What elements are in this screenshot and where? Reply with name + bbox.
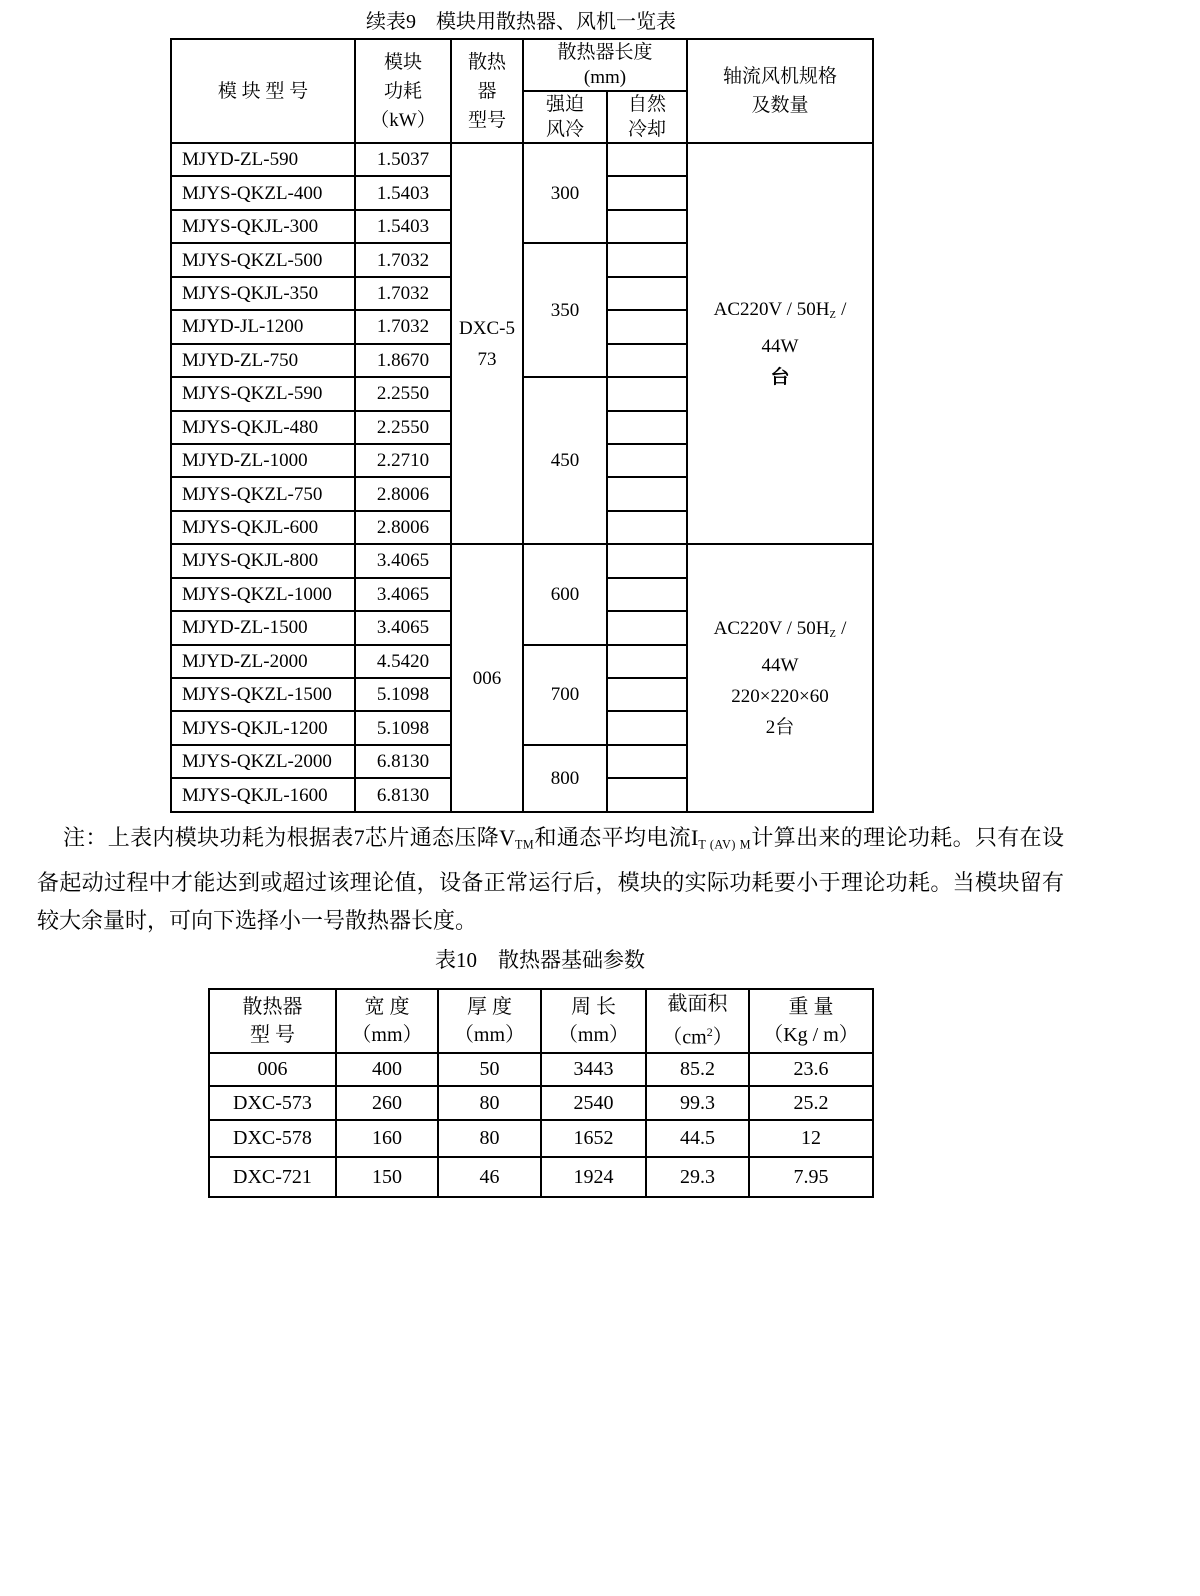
module-power-cell: 1.8670 — [355, 344, 451, 377]
header-cross-section: 截面积 $(cm^2)$ — [646, 989, 749, 1053]
thickness-cell: 80 — [438, 1120, 541, 1157]
natural-cooling-length-cell — [607, 477, 687, 510]
natural-cooling-length-cell — [607, 310, 687, 343]
header-module-model: 模 块 型 号 — [171, 39, 355, 143]
heatsink-model-cell: 006 — [451, 544, 523, 812]
table10-row — [209, 1053, 873, 1086]
header-forced-air-cooling: 强迫 风冷 — [523, 91, 607, 143]
heatsink-model-cell: DXC-573 — [209, 1086, 336, 1120]
thickness-cell: 50 — [438, 1053, 541, 1086]
module-model-cell: MJYS-QKJL-1200 — [171, 711, 355, 744]
module-power-cell: 6.8130 — [355, 745, 451, 778]
module-model-cell: MJYS-QKJL-800 — [171, 544, 355, 577]
heatsink-model-cell: DXC-5 73 — [451, 143, 523, 544]
table9-body — [171, 143, 873, 812]
module-power-cell: 1.5403 — [355, 210, 451, 243]
module-power-cell: 4.5420 — [355, 645, 451, 678]
natural-cooling-length-cell — [607, 611, 687, 644]
weight-cell: 7.95 — [749, 1157, 873, 1197]
perimeter-cell: 1924 — [541, 1157, 646, 1197]
module-model-cell: MJYD-ZL-590 — [171, 143, 355, 176]
forced-air-length-cell: 450 — [523, 377, 607, 544]
module-power-cell: 2.2550 — [355, 411, 451, 444]
weight-cell: 12 — [749, 1120, 873, 1157]
header-heatsink-model: 散热 器 型号 — [451, 39, 523, 143]
header-thickness: 厚 度 （mm） — [438, 989, 541, 1053]
natural-cooling-length-cell — [607, 544, 687, 577]
table10-title: 表10 散热器基础参数 — [435, 948, 645, 972]
note-line: 备起动过程中才能达到或超过该理论值，设备正常运行后，模块的实际功耗要小于理论功耗。当模块留有 — [37, 870, 1064, 896]
module-power-cell: 1.5037 — [355, 143, 451, 176]
heatsink-model-cell: 006 — [209, 1053, 336, 1086]
module-model-cell: MJYD-ZL-1500 — [171, 611, 355, 644]
forced-air-length-cell: 350 — [523, 243, 607, 377]
header-width: 宽 度 （mm） — [336, 989, 438, 1053]
natural-cooling-length-cell — [607, 344, 687, 377]
width-cell: 150 — [336, 1157, 438, 1197]
module-power-cell: 2.8006 — [355, 511, 451, 544]
table10-row — [209, 1086, 873, 1120]
cross-section-cell: 85.2 — [646, 1053, 749, 1086]
note-line: 较大余量时，可向下选择小一号散热器长度。 — [37, 907, 478, 933]
module-model-cell: MJYS-QKJL-600 — [171, 511, 355, 544]
forced-air-length-cell: 600 — [523, 544, 607, 644]
module-power-cell: 1.7032 — [355, 277, 451, 310]
module-power-cell: 1.5403 — [355, 176, 451, 209]
cross-section-cell: 29.3 — [646, 1157, 749, 1197]
natural-cooling-length-cell — [607, 411, 687, 444]
module-power-cell: 2.8006 — [355, 477, 451, 510]
module-model-cell: MJYD-ZL-750 — [171, 344, 355, 377]
module-model-cell: MJYS-QKZL-2000 — [171, 745, 355, 778]
module-model-cell: MJYS-QKJL-350 — [171, 277, 355, 310]
table9-row — [171, 544, 873, 577]
table9-row — [171, 143, 873, 176]
module-power-cell: 5.1098 — [355, 711, 451, 744]
forced-air-length-cell: 800 — [523, 745, 607, 812]
module-power-cell: 2.2550 — [355, 377, 451, 410]
perimeter-cell: 1652 — [541, 1120, 646, 1157]
natural-cooling-length-cell — [607, 511, 687, 544]
heatsink-model-cell: DXC-578 — [209, 1120, 336, 1157]
module-power-cell: 2.2710 — [355, 444, 451, 477]
width-cell: 260 — [336, 1086, 438, 1120]
module-power-cell: 3.4065 — [355, 578, 451, 611]
module-model-cell: MJYS-QKJL-1600 — [171, 778, 355, 811]
table10-header — [209, 989, 873, 1053]
perimeter-cell: 2540 — [541, 1086, 646, 1120]
header-weight: 重 量 （Kg / m） — [749, 989, 873, 1053]
header-axial-fan-spec: 轴流风机规格 及数量 — [687, 39, 873, 143]
table10-body — [209, 1053, 873, 1197]
module-model-cell: MJYD-ZL-1000 — [171, 444, 355, 477]
table9-title: 续表9 模块用散热器、风机一览表 — [366, 11, 676, 33]
table10-heatsink-base-params — [208, 988, 874, 1198]
header-perimeter: 周 长 （mm） — [541, 989, 646, 1053]
axial-fan-spec-cell: $AC220V / 50H_Z$ / 44W 台 — [687, 143, 873, 544]
module-power-cell: 6.8130 — [355, 778, 451, 811]
module-model-cell: MJYS-QKZL-400 — [171, 176, 355, 209]
natural-cooling-length-cell — [607, 243, 687, 276]
thickness-cell: 80 — [438, 1086, 541, 1120]
module-model-cell: MJYS-QKZL-590 — [171, 377, 355, 410]
natural-cooling-length-cell — [607, 210, 687, 243]
cross-section-cell: 99.3 — [646, 1086, 749, 1120]
natural-cooling-length-cell — [607, 578, 687, 611]
module-model-cell: MJYS-QKZL-750 — [171, 477, 355, 510]
note-paragraph — [37, 819, 1064, 939]
perimeter-cell: 3443 — [541, 1053, 646, 1086]
axial-fan-spec-cell: $AC220V / 50H_Z$ / 44W 220×220×60 2台 — [687, 544, 873, 812]
natural-cooling-length-cell — [607, 377, 687, 410]
natural-cooling-length-cell — [607, 143, 687, 176]
table10-row — [209, 1157, 873, 1197]
weight-cell: 25.2 — [749, 1086, 873, 1120]
header-heatsink-length: 散热器长度 (mm) — [523, 39, 687, 91]
module-power-cell: 3.4065 — [355, 544, 451, 577]
forced-air-length-cell: 700 — [523, 645, 607, 745]
module-power-cell: 1.7032 — [355, 310, 451, 343]
natural-cooling-length-cell — [607, 277, 687, 310]
table10-row — [209, 1120, 873, 1157]
note-line: 注：上表内模块功耗为根据表7芯片通态压降$V_{TM}$和通态平均电流$I_{T (AV) M}$计算出来的理论功耗。只有在设 — [63, 825, 1065, 852]
cross-section-cell: 44.5 — [646, 1120, 749, 1157]
header-heatsink-model: 散热器 型 号 — [209, 989, 336, 1053]
width-cell: 160 — [336, 1120, 438, 1157]
module-power-cell: 5.1098 — [355, 678, 451, 711]
table9-heatsink-fan-list — [170, 38, 874, 813]
module-model-cell: MJYS-QKZL-1500 — [171, 678, 355, 711]
header-natural-cooling: 自然 冷却 — [607, 91, 687, 143]
thickness-cell: 46 — [438, 1157, 541, 1197]
module-model-cell: MJYD-ZL-2000 — [171, 645, 355, 678]
natural-cooling-length-cell — [607, 745, 687, 778]
heatsink-model-cell: DXC-721 — [209, 1157, 336, 1197]
natural-cooling-length-cell — [607, 678, 687, 711]
module-power-cell: 3.4065 — [355, 611, 451, 644]
module-power-cell: 1.7032 — [355, 243, 451, 276]
module-model-cell: MJYS-QKZL-500 — [171, 243, 355, 276]
header-module-power: 模块 功耗 （kW） — [355, 39, 451, 143]
table9-header — [171, 39, 873, 143]
module-model-cell: MJYS-QKZL-1000 — [171, 578, 355, 611]
module-model-cell: MJYD-JL-1200 — [171, 310, 355, 343]
natural-cooling-length-cell — [607, 444, 687, 477]
module-model-cell: MJYS-QKJL-480 — [171, 411, 355, 444]
natural-cooling-length-cell — [607, 778, 687, 811]
natural-cooling-length-cell — [607, 711, 687, 744]
module-model-cell: MJYS-QKJL-300 — [171, 210, 355, 243]
forced-air-length-cell: 300 — [523, 143, 607, 243]
weight-cell: 23.6 — [749, 1053, 873, 1086]
natural-cooling-length-cell — [607, 176, 687, 209]
natural-cooling-length-cell — [607, 645, 687, 678]
width-cell: 400 — [336, 1053, 438, 1086]
